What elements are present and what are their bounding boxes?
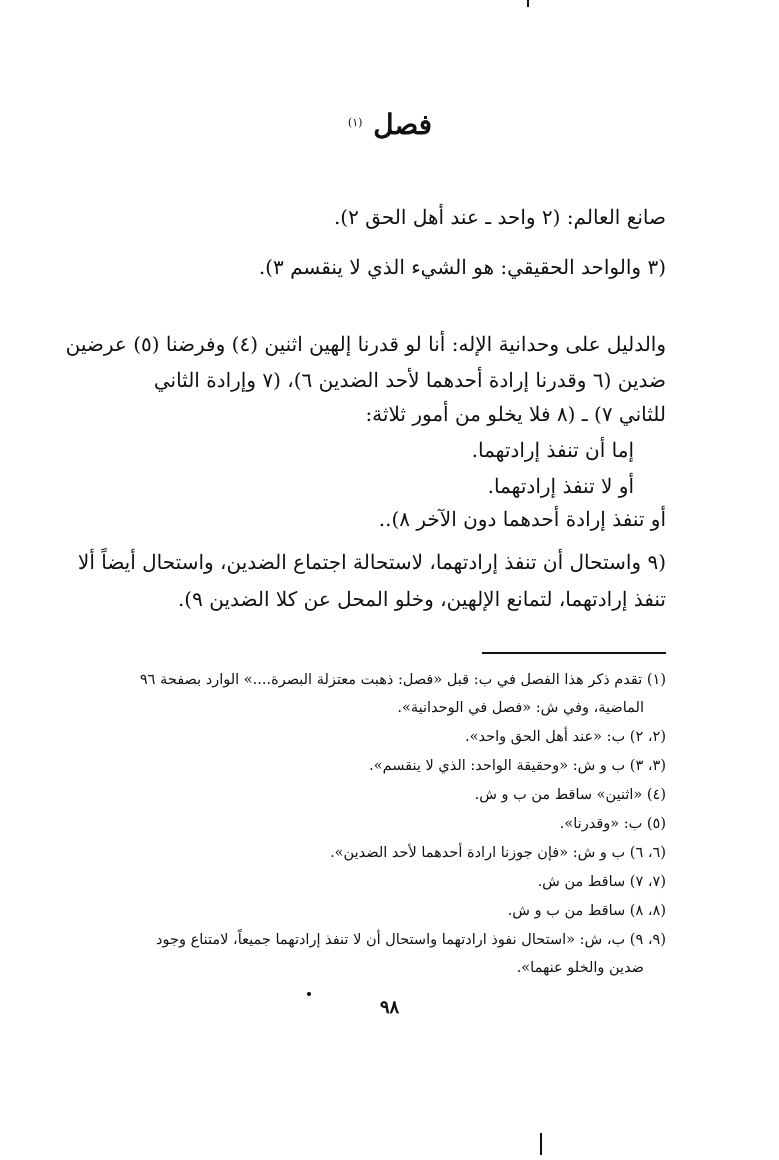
page-number: ٩٨ [379,997,400,1018]
definition-line-2: (٣ والواحد الحقيقي: هو الشيء الذي لا ينقسم ٣). [258,255,666,279]
section-heading [0,108,779,141]
top-edge-mark [527,0,529,7]
footnote-2: (٢، ٢) ب: «عند أهل الحق واحد». [465,729,666,745]
argument-line-3: للثاني ٧) ـ (٨ فلا يخلو من أمور ثلاثة: [365,402,666,426]
footnote-9: (٩، ٩) ب، ش: «استحال نفوذ ارادتهما واستحال أن لا تنفذ إرادتهما جميعاً، لامتناع وجود [156,932,666,948]
option-3: أو تنفذ إرادة أحدهما دون الآخر ٨).. [378,507,666,531]
bottom-edge-mark [540,1133,542,1155]
footnote-6: (٦، ٦) ب و ش: «فإن جوزنا ارادة أحدهما لأحد الضدين». [330,845,666,861]
footnote-1: (١) تقدم ذكر هذا الفصل في ب: قبل «فصل: ذهبت معتزلة البصرة....» الوارد بصفحة ٩٦ [139,672,666,688]
conclusion-line-2: تنفذ إرادتهما، لتمانع الإلهين، وخلو المحل عن كلا الضدين ٩). [177,587,666,611]
footnote-separator [482,652,666,654]
stray-dot [307,992,311,996]
argument-line-2: ضدين (٦ وقدرنا إرادة أحدهما لأحد الضدين ٦)، (٧ وإرادة الثاني [153,368,666,392]
footnote-5: (٥) ب: «وقدرنا». [559,816,666,832]
footnote-4: (٤) «اثنين» ساقط من ب و ش. [474,787,666,803]
footnote-9-continued: ضدين والخلو عنهما». [516,960,644,976]
definition-line-1: صانع العالم: (٢ واحد ـ عند أهل الحق ٢). [333,205,666,229]
heading-title: فصل [373,108,433,141]
argument-line-1: والدليل على وحدانية الإله: أنا لو قدرنا إلهين اثنين (٤) وفرضنا (٥) عرضين [65,332,666,356]
conclusion-line-1: (٩ واستحال أن تنفذ إرادتهما، لاستحالة اجتماع الضدين، واستحال أيضاً ألا [77,550,666,574]
option-1: إما أن تنفذ إرادتهما. [471,438,634,462]
footnote-3: (٣، ٣) ب و ش: «وحقيقة الواحد: الذي لا ينقسم». [369,758,666,774]
footnote-7: (٧، ٧) ساقط من ش. [537,874,666,890]
heading-note-marker: (١) [347,116,363,129]
option-2: أو لا تنفذ إرادتهما. [487,474,634,498]
footnote-8: (٨، ٨) ساقط من ب و ش. [507,903,666,919]
footnote-1-continued: الماضية، وفي ش: «فصل في الوحدانية». [397,700,644,716]
